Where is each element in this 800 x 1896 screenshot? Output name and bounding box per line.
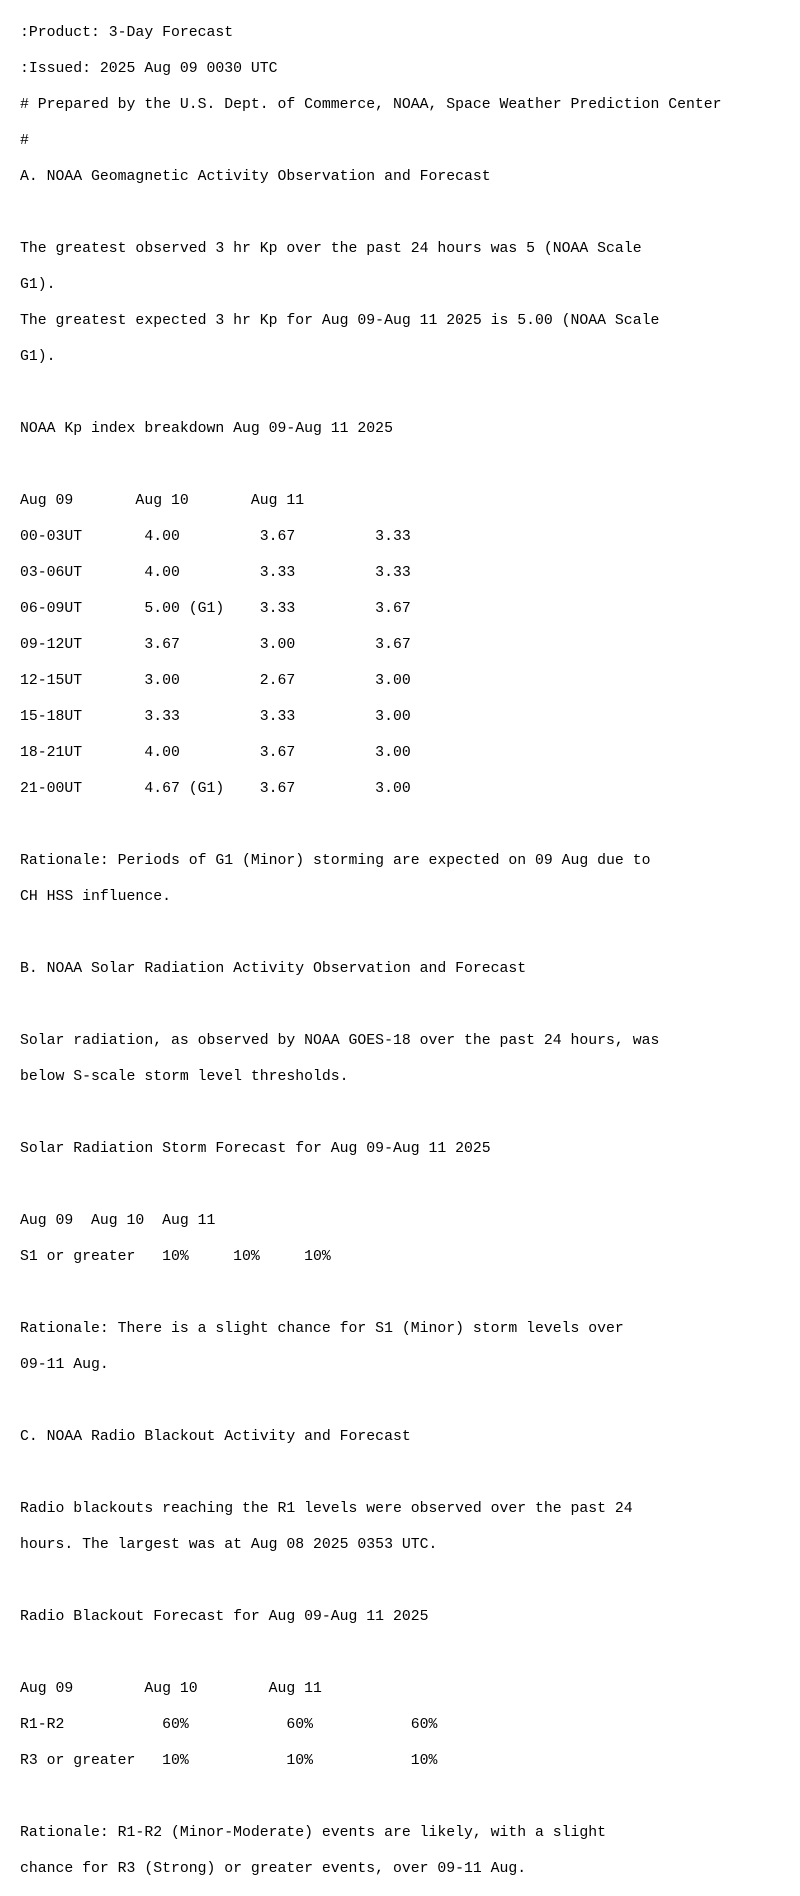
kp-table-header: Aug 09 Aug 10 Aug 11 <box>20 493 305 509</box>
kp-table-row: 06-09UT 5.00 (G1) 3.33 3.67 <box>20 601 411 617</box>
section-c-title: C. NOAA Radio Blackout Activity and Forecast <box>20 1429 411 1445</box>
product-line: :Product: 3-Day Forecast <box>20 25 234 41</box>
radio-table-row-r3: R3 or greater 10% 10% 10% <box>20 1753 438 1769</box>
kp-table-row: 12-15UT 3.00 2.67 3.00 <box>20 673 411 689</box>
kp-expected-line-2: G1). <box>20 349 56 365</box>
kp-table-row: 18-21UT 4.00 3.67 3.00 <box>20 745 411 761</box>
blank-line <box>20 924 722 942</box>
blank-line <box>20 1104 722 1122</box>
radio-forecast-title: Radio Blackout Forecast for Aug 09-Aug 11 2025 <box>20 1609 429 1625</box>
blank-line <box>20 1176 722 1194</box>
section-a-rationale-1: Rationale: Periods of G1 (Minor) storming are expected on 09 Aug due to <box>20 853 651 869</box>
section-b-rationale-2: 09-11 Aug. <box>20 1357 109 1373</box>
blank-line <box>20 1788 722 1806</box>
section-b-rationale-1: Rationale: There is a slight chance for S1 (Minor) storm levels over <box>20 1321 624 1337</box>
solar-forecast-title: Solar Radiation Storm Forecast for Aug 09-Aug 11 2025 <box>20 1141 491 1157</box>
radio-observed-line-2: hours. The largest was at Aug 08 2025 0353 UTC. <box>20 1537 438 1553</box>
blank-line <box>20 1392 722 1410</box>
solar-table-row-s1: S1 or greater 10% 10% 10% <box>20 1249 331 1265</box>
blank-line <box>20 384 722 402</box>
hash-line: # <box>20 133 29 149</box>
issued-line: :Issued: 2025 Aug 09 0030 UTC <box>20 61 278 77</box>
blank-line <box>20 204 722 222</box>
blank-line <box>20 1284 722 1302</box>
radio-table-row-r1-r2: R1-R2 60% 60% 60% <box>20 1717 438 1733</box>
prepared-line: # Prepared by the U.S. Dept. of Commerce, NOAA, Space Weather Prediction Center <box>20 97 722 113</box>
section-a-rationale-2: CH HSS influence. <box>20 889 171 905</box>
radio-table-header: Aug 09 Aug 10 Aug 11 <box>20 1681 322 1697</box>
blank-line <box>20 816 722 834</box>
section-c-rationale-1: Rationale: R1-R2 (Minor-Moderate) events are likely, with a slight <box>20 1825 607 1841</box>
blank-line <box>20 1644 722 1662</box>
section-c-rationale-2: chance for R3 (Strong) or greater events, over 09-11 Aug. <box>20 1861 527 1877</box>
kp-table-row: 03-06UT 4.00 3.33 3.33 <box>20 565 411 581</box>
section-a-title: A. NOAA Geomagnetic Activity Observation and Forecast <box>20 169 491 185</box>
kp-observed-line-2: G1). <box>20 277 56 293</box>
kp-table-row: 15-18UT 3.33 3.33 3.00 <box>20 709 411 725</box>
section-b-title: B. NOAA Solar Radiation Activity Observation and Forecast <box>20 961 527 977</box>
kp-table-row: 00-03UT 4.00 3.67 3.33 <box>20 529 411 545</box>
kp-table-row: 09-12UT 3.67 3.00 3.67 <box>20 637 411 653</box>
forecast-document <box>20 6 722 1896</box>
solar-observed-line-2: below S-scale storm level thresholds. <box>20 1069 349 1085</box>
kp-expected-line-1: The greatest expected 3 hr Kp for Aug 09-Aug 11 2025 is 5.00 (NOAA Scale <box>20 313 660 329</box>
kp-breakdown-title: NOAA Kp index breakdown Aug 09-Aug 11 2025 <box>20 421 393 437</box>
solar-table-header: Aug 09 Aug 10 Aug 11 <box>20 1213 216 1229</box>
blank-line <box>20 1572 722 1590</box>
blank-line <box>20 456 722 474</box>
solar-observed-line-1: Solar radiation, as observed by NOAA GOES-18 over the past 24 hours, was <box>20 1033 660 1049</box>
blank-line <box>20 1464 722 1482</box>
kp-observed-line-1: The greatest observed 3 hr Kp over the past 24 hours was 5 (NOAA Scale <box>20 241 642 257</box>
radio-observed-line-1: Radio blackouts reaching the R1 levels were observed over the past 24 <box>20 1501 633 1517</box>
blank-line <box>20 996 722 1014</box>
kp-table-row: 21-00UT 4.67 (G1) 3.67 3.00 <box>20 781 411 797</box>
